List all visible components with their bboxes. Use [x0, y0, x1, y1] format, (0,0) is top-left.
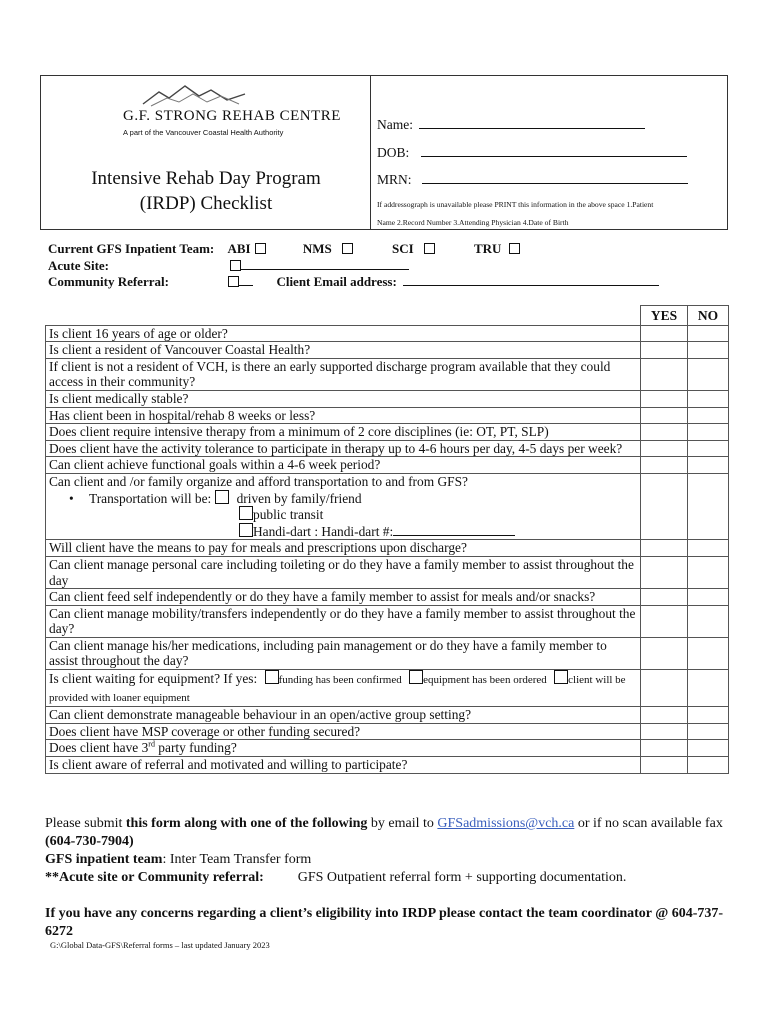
no-cell[interactable]	[688, 605, 729, 637]
checklist-row	[46, 637, 729, 669]
question-text: Can client manage his/her medications, including pain management or do they have a family member to assist throughout the day?	[46, 637, 641, 669]
acute-site-row	[48, 257, 409, 274]
acute-site-label: Acute Site:	[48, 258, 110, 273]
checklist-row	[46, 589, 729, 606]
file-path-footer: G:\Global Data-GFS\Referral forms – last updated January 2023	[50, 940, 270, 950]
acute-instructions: **Acute site or Community referral: GFS Outpatient referral form + supporting documentation.	[45, 870, 627, 885]
no-cell[interactable]	[688, 540, 729, 557]
community-referral-label: Community Referral:	[48, 274, 169, 289]
email-link[interactable]: GFSadmissions@vch.ca	[437, 816, 575, 831]
submission-instructions	[45, 815, 735, 887]
team-sci-label: SCI	[392, 241, 414, 256]
question-text: Can client manage personal care including toileting or do they have a family member to assist throughout the day	[46, 556, 641, 588]
no-cell[interactable]	[688, 473, 729, 539]
community-referral-checkbox[interactable]	[228, 276, 239, 287]
no-cell[interactable]	[688, 707, 729, 724]
name-label: Name:	[377, 117, 413, 132]
checklist-row	[46, 757, 729, 774]
question-text: If client is not a resident of VCH, is there an early supported discharge program available that they could access in their community?	[46, 358, 641, 390]
yes-cell[interactable]	[641, 342, 688, 359]
yes-cell[interactable]	[641, 723, 688, 740]
eligibility-checklist	[45, 305, 729, 774]
question-text: Is client waiting for equipment? If yes:	[49, 671, 258, 687]
yes-cell[interactable]	[641, 589, 688, 606]
form-title	[41, 166, 371, 216]
dob-label: DOB:	[377, 145, 410, 160]
mountain-logo-icon	[141, 82, 251, 108]
inpatient-team-label: Current GFS Inpatient Team:	[48, 241, 215, 256]
loaner-equipment-checkbox[interactable]	[554, 670, 568, 684]
question-text: Will client have the means to pay for meals and prescriptions upon discharge?	[46, 540, 641, 557]
checklist-row	[46, 605, 729, 637]
team-abi-label: ABI	[227, 241, 251, 256]
yes-cell[interactable]	[641, 740, 688, 757]
no-cell[interactable]	[688, 325, 729, 342]
no-cell[interactable]	[688, 424, 729, 441]
equipment-ordered-checkbox[interactable]	[409, 670, 423, 684]
acute-site-checkbox[interactable]	[230, 260, 241, 271]
name-line[interactable]	[419, 114, 645, 129]
team-tru-checkbox[interactable]	[509, 243, 520, 254]
question-text: Can client feed self independently or do they have a family member to assist for meals and/or snacks?	[46, 589, 641, 606]
mrn-label: MRN:	[377, 172, 412, 187]
checklist-row	[46, 473, 729, 539]
submit-paragraph: Please submit this form along with one of the following by email to GFSadmissions@vch.ca or if no scan available fax (604-730-7904)	[45, 816, 723, 849]
team-tru-label: TRU	[473, 241, 502, 256]
checklist-header-row	[46, 306, 729, 326]
driven-label: driven by family/friend	[236, 490, 362, 506]
team-abi-checkbox[interactable]	[255, 243, 266, 254]
yes-cell[interactable]	[641, 407, 688, 424]
checklist-row	[46, 707, 729, 724]
handidart-label: Handi-dart : Handi-dart #:	[253, 523, 394, 539]
no-cell[interactable]	[688, 440, 729, 457]
question-text: Can client manage mobility/transfers independently or do they have a family member to assist throughout the day?	[46, 605, 641, 637]
equipment-ordered-label: equipment has been ordered	[423, 674, 547, 687]
handidart-checkbox[interactable]	[239, 523, 253, 537]
checklist-row	[46, 457, 729, 474]
question-text: Does client have 3rd party funding?	[46, 740, 641, 757]
checklist-row	[46, 740, 729, 757]
client-email-label: Client Email address:	[276, 274, 397, 289]
question-text: Can client achieve functional goals within a 4-6 week period?	[46, 457, 641, 474]
form-title-line-2: (IRDP) Checklist	[139, 193, 273, 214]
question-text: Does client have MSP coverage or other funding secured?	[46, 723, 641, 740]
yes-cell[interactable]	[641, 440, 688, 457]
funding-confirmed-label: funding has been confirmed	[278, 674, 402, 687]
no-cell[interactable]	[688, 342, 729, 359]
mrn-field[interactable]	[377, 169, 688, 188]
no-cell[interactable]	[688, 358, 729, 390]
community-referral-row	[48, 273, 659, 290]
no-cell[interactable]	[688, 390, 729, 407]
no-cell[interactable]	[688, 740, 729, 757]
checklist-row	[46, 424, 729, 441]
transportation-options	[49, 490, 637, 507]
logo-name: G.F. STRONG REHAB CENTRE	[123, 108, 341, 124]
no-cell[interactable]	[688, 589, 729, 606]
yes-cell[interactable]	[641, 390, 688, 407]
mrn-line[interactable]	[422, 169, 688, 184]
question-text: Can client demonstrate manageable behaviour in an open/active group setting?	[46, 707, 641, 724]
transit-option	[49, 506, 637, 523]
client-email-line[interactable]	[403, 273, 659, 286]
yes-cell[interactable]	[641, 707, 688, 724]
team-sci-checkbox[interactable]	[424, 243, 435, 254]
public-transit-checkbox[interactable]	[239, 506, 253, 520]
no-cell[interactable]	[688, 457, 729, 474]
dob-field[interactable]	[377, 142, 687, 161]
handidart-option	[49, 523, 637, 540]
yes-cell[interactable]	[641, 424, 688, 441]
transportation-label: Transportation will be:	[89, 490, 212, 506]
equipment-question	[46, 670, 641, 707]
checklist-row	[46, 556, 729, 588]
checklist-row	[46, 358, 729, 390]
question-text: Can client and /or family organize and afford transportation to and from GFS?	[49, 473, 468, 489]
driven-checkbox[interactable]	[215, 490, 229, 504]
coordinator-contact-note: If you have any concerns regarding a client’s eligibility into IRDP please contact the team coordinator @ 604-737-6272	[45, 906, 724, 939]
yes-cell[interactable]	[641, 605, 688, 637]
checklist-row	[46, 342, 729, 359]
no-cell[interactable]	[688, 637, 729, 669]
inpatient-team-row	[48, 241, 520, 257]
no-cell[interactable]	[688, 556, 729, 588]
yes-cell[interactable]	[641, 457, 688, 474]
bullet-icon: •	[69, 490, 74, 506]
team-nms-checkbox[interactable]	[342, 243, 353, 254]
inpatient-instructions: GFS inpatient team: Inter Team Transfer form	[45, 852, 312, 867]
no-column-header: NO	[688, 306, 729, 326]
checklist-row	[46, 390, 729, 407]
logo-subtitle: A part of the Vancouver Coastal Health Authority	[123, 128, 284, 137]
handidart-number-line[interactable]	[393, 523, 515, 536]
dob-line[interactable]	[421, 142, 687, 157]
yes-cell[interactable]	[641, 358, 688, 390]
question-text: Does client have the activity tolerance to participate in therapy up to 4-6 hours per day, 4-5 days per week?	[46, 440, 641, 457]
yes-cell[interactable]	[641, 473, 688, 539]
yes-cell[interactable]	[641, 325, 688, 342]
question-text: Has client been in hospital/rehab 8 weeks or less?	[46, 407, 641, 424]
checklist-row	[46, 440, 729, 457]
team-nms-label: NMS	[302, 241, 332, 256]
checklist-row	[46, 540, 729, 557]
loaner-equipment-label: client will be provided with loaner equipment	[49, 674, 626, 704]
name-field[interactable]	[377, 114, 645, 133]
public-transit-label: public transit	[253, 507, 324, 523]
question-text: Is client a resident of Vancouver Coastal Health?	[46, 342, 641, 359]
yes-cell[interactable]	[641, 556, 688, 588]
no-cell[interactable]	[688, 670, 729, 707]
gf-strong-logo	[111, 82, 341, 144]
yes-column-header: YES	[641, 306, 688, 326]
no-cell[interactable]	[688, 723, 729, 740]
no-cell[interactable]	[688, 757, 729, 774]
acute-site-line[interactable]	[241, 257, 409, 270]
question-text: Is client aware of referral and motivated and willing to participate?	[46, 757, 641, 774]
form-header	[40, 75, 728, 230]
question-text: Is client 16 years of age or older?	[46, 325, 641, 342]
checklist-row	[46, 723, 729, 740]
yes-cell[interactable]	[641, 637, 688, 669]
addressograph-note: If addressograph is unavailable please PRINT this information in the above space 1.Patient Name 2.Record Number 3.Attending Physician 4.Date of Birth	[377, 200, 654, 227]
question-text: Does client require intensive therapy from a minimum of 2 core disciplines (ie: OT, PT, SLP)	[46, 424, 641, 441]
header-left-panel	[41, 76, 371, 229]
checklist-row	[46, 670, 729, 707]
question-text: Is client medically stable?	[46, 390, 641, 407]
yes-cell[interactable]	[641, 757, 688, 774]
yes-cell[interactable]	[641, 670, 688, 707]
checklist-row	[46, 325, 729, 342]
fax-number: (604-730-7904)	[45, 834, 134, 849]
transportation-question	[46, 473, 641, 539]
no-cell[interactable]	[688, 407, 729, 424]
funding-confirmed-checkbox[interactable]	[265, 670, 279, 684]
form-title-line-1: Intensive Rehab Day Program	[91, 168, 321, 189]
checklist-row	[46, 407, 729, 424]
yes-cell[interactable]	[641, 540, 688, 557]
